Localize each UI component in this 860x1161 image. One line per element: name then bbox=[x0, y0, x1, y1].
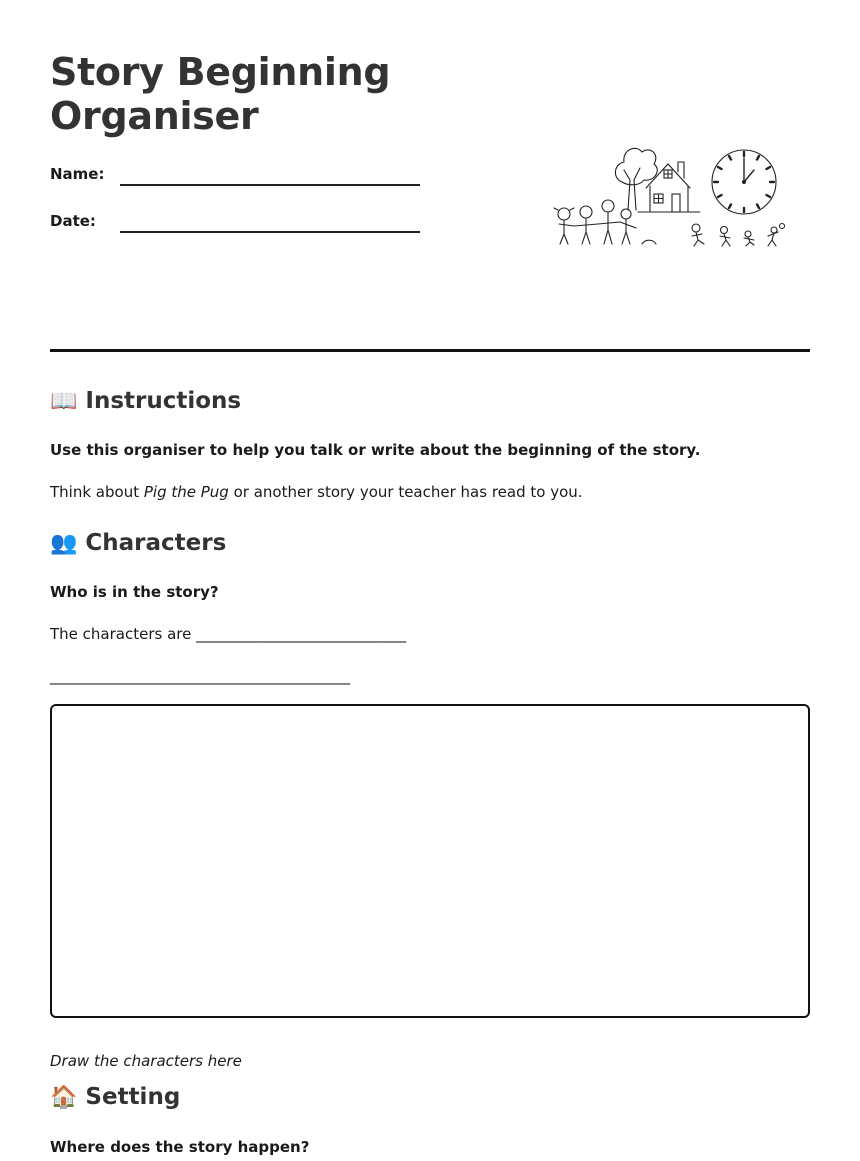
date-write-line[interactable] bbox=[120, 231, 420, 233]
think-suffix: or another story your teacher has read to you. bbox=[228, 483, 583, 501]
setting-heading bbox=[50, 1084, 180, 1110]
characters-prompt[interactable]: The characters are ____________________________ bbox=[50, 625, 407, 643]
clock-icon bbox=[712, 150, 776, 214]
header-divider bbox=[50, 349, 810, 352]
house-icon bbox=[638, 162, 700, 212]
house-icon: 🏠 bbox=[50, 1085, 78, 1110]
instructions-heading-text: Instructions bbox=[85, 388, 242, 414]
page-title: Story Beginning Organiser bbox=[50, 50, 391, 138]
children-group-icon bbox=[554, 200, 656, 244]
instructions-heading bbox=[50, 388, 241, 414]
name-field[interactable] bbox=[50, 163, 430, 187]
think-prefix: Think about bbox=[50, 483, 144, 501]
people-icon: 👥 bbox=[50, 531, 78, 556]
tree-icon bbox=[615, 148, 657, 210]
instructions-bold-line: Use this organiser to help you talk or write about the beginning of the story. bbox=[50, 441, 701, 459]
characters-question: Who is in the story? bbox=[50, 583, 219, 601]
setting-heading-text: Setting bbox=[85, 1084, 181, 1110]
book-icon: 📖 bbox=[50, 389, 78, 414]
name-write-line[interactable] bbox=[120, 184, 420, 186]
characters-heading-text: Characters bbox=[85, 530, 227, 556]
characters-drawing-caption: Draw the characters here bbox=[50, 1052, 242, 1070]
date-field[interactable] bbox=[50, 210, 430, 234]
children-house-clock-illustration bbox=[550, 140, 790, 250]
running-children-icon bbox=[692, 224, 785, 247]
date-label: Date: bbox=[50, 212, 96, 230]
instructions-think-line bbox=[50, 483, 583, 501]
setting-question: Where does the story happen? bbox=[50, 1138, 310, 1156]
characters-heading bbox=[50, 530, 226, 556]
story-title: Pig the Pug bbox=[143, 483, 229, 501]
characters-drawing-box[interactable] bbox=[50, 704, 810, 1018]
name-label: Name: bbox=[50, 165, 105, 183]
characters-blank-line[interactable]: ________________________________________ bbox=[50, 667, 350, 685]
